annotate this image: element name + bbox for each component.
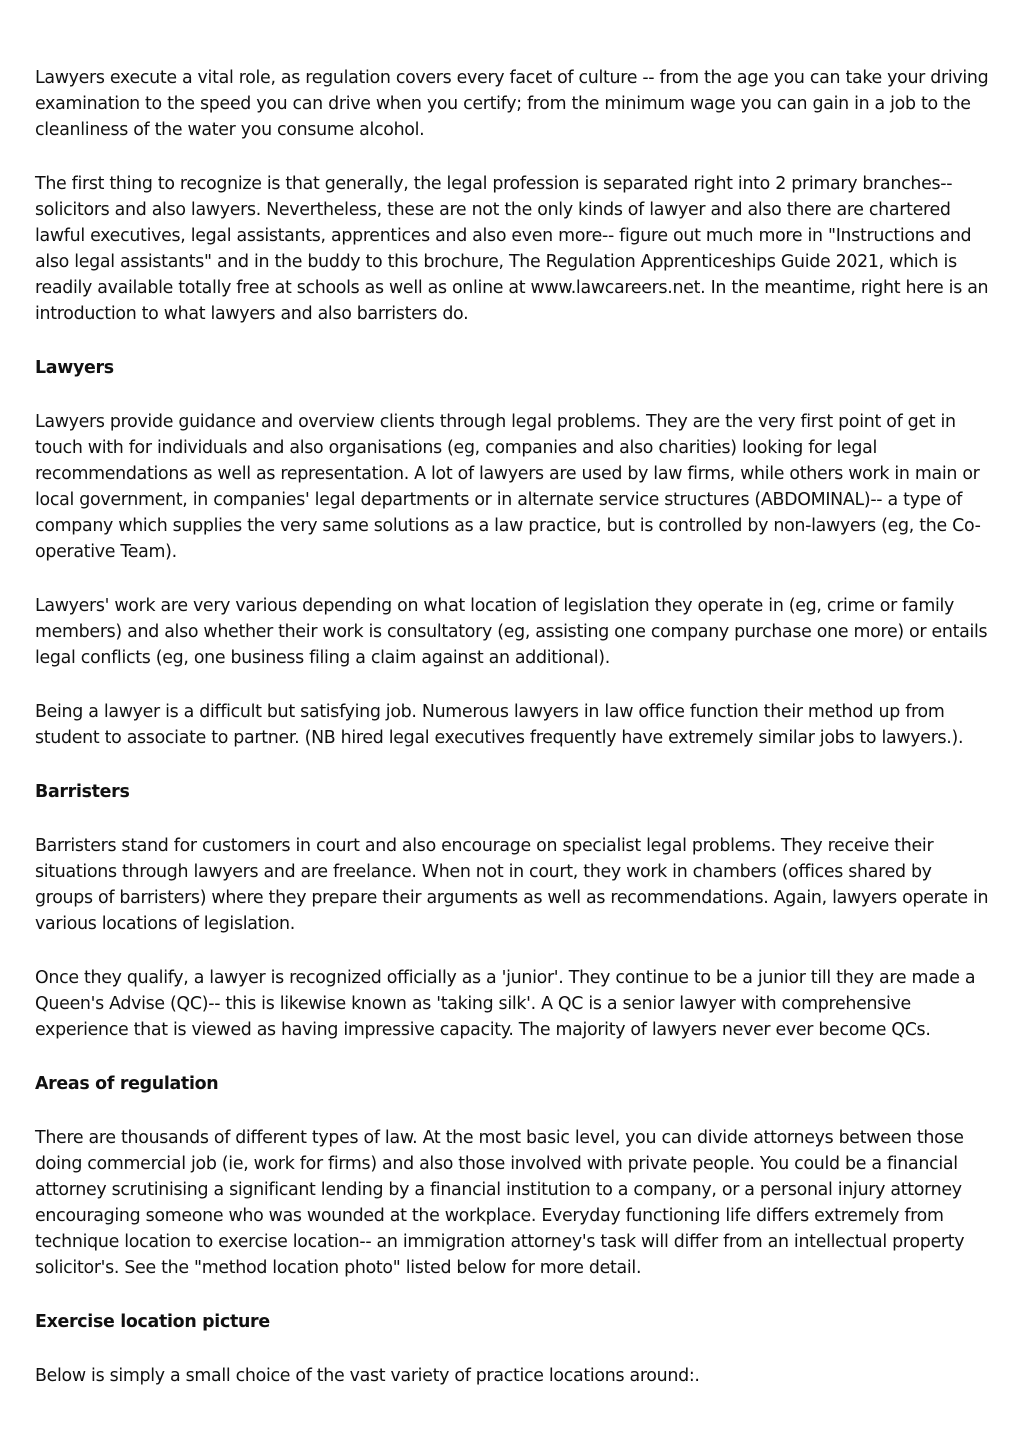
lawyers-heading: Lawyers	[35, 358, 114, 378]
exercise-paragraph: Below is simply a small choice of the vast variety of practice locations around:.	[35, 1366, 700, 1386]
document-body	[35, 65, 990, 1417]
intro-paragraph: Lawyers execute a vital role, as regulation covers every facet of culture -- from the age you can take your driving examination to the speed you can drive when you certify; from the minimum wage you can gain in a job to the cleanliness of the water you consume alcohol.	[35, 68, 989, 140]
exercise-heading: Exercise location picture	[35, 1312, 270, 1332]
lawyers-paragraph-3: Being a lawyer is a difficult but satisfying job. Numerous lawyers in law office function their method up from student to associate to partner. (NB hired legal executives frequently have extremely similar jobs to lawyers.).	[35, 702, 964, 748]
barristers-heading: Barristers	[35, 782, 130, 802]
barristers-paragraph-2: Once they qualify, a lawyer is recognized officially as a 'junior'. They continue to be a junior till they are made a Queen's Advise (QC)-- this is likewise known as 'taking silk'. A QC is a senior lawyer with comprehensive experience that is viewed as having impressive capacity. The majority of lawyers never ever become QCs.	[35, 968, 976, 1040]
branches-paragraph: The first thing to recognize is that generally, the legal profession is separated right into 2 primary branches-- solicitors and also lawyers. Nevertheless, these are not the only kinds of lawyer and also there are chartered lawful executives, legal assistants, apprentices and also even more-- figure out much more in "Instructions and also legal assistants" and in the buddy to this brochure, The Regulation Apprenticeships Guide 2021, which is readily available totally free at schools as well as online at www.lawcareers.net. In the meantime, right here is an introduction to what lawyers and also barristers do.	[35, 174, 989, 324]
lawyers-paragraph-1: Lawyers provide guidance and overview clients through legal problems. They are the very first point of get in touch with for individuals and also organisations (eg, companies and also charities) looking for legal recommendations as well as representation. A lot of lawyers are used by law firms, while others work in main or local government, in companies' legal departments or in alternate service structures (ABDOMINAL)-- a type of company which supplies the very same solutions as a law practice, but is controlled by non-lawyers (eg, the Co-operative Team).	[35, 412, 981, 562]
lawyers-paragraph-2: Lawyers' work are very various depending on what location of legislation they operate in (eg, crime or family members) and also whether their work is consultatory (eg, assisting one company purchase one more) or entails legal conflicts (eg, one business filing a claim against an additional).	[35, 596, 988, 668]
areas-heading: Areas of regulation	[35, 1074, 219, 1094]
areas-paragraph: There are thousands of different types of law. At the most basic level, you can divide attorneys between those doing commercial job (ie, work for firms) and also those involved with private people. You could be a financial attorney scrutinising a significant lending by a financial institution to a company, or a personal injury attorney encouraging someone who was wounded at the workplace. Everyday functioning life differs extremely from technique location to exercise location-- an immigration attorney's task will differ from an intellectual property solicitor's. See the "method location photo" listed below for more detail.	[35, 1128, 965, 1278]
barristers-paragraph-1: Barristers stand for customers in court and also encourage on specialist legal problems. They receive their situations through lawyers and are freelance. When not in court, they work in chambers (offices shared by groups of barristers) where they prepare their arguments as well as recommendations. Again, lawyers operate in various locations of legislation.	[35, 836, 989, 934]
